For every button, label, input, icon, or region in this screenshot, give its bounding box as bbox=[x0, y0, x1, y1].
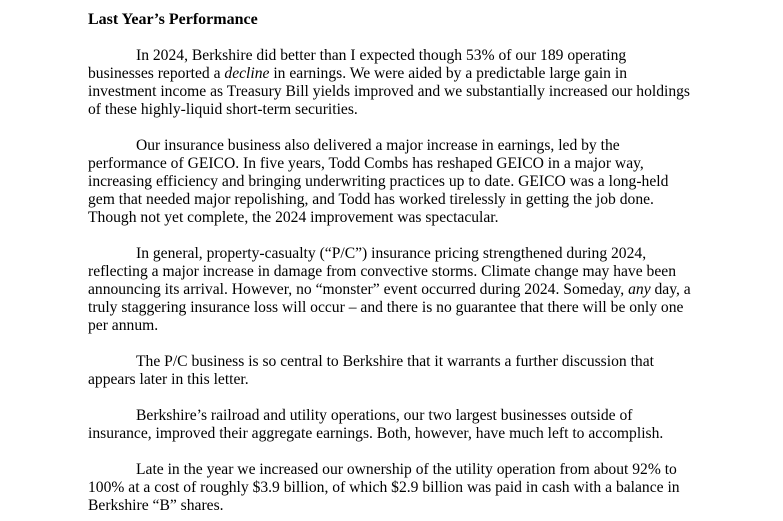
emphasis-any: any bbox=[628, 281, 651, 298]
paragraph-utility-ownership: Late in the year we increased our ownership of the utility operation from about 92% to 100% at a cost of roughly $3.9 billion, of which $2.9 billion was paid in cash with a balance in Berkshire “B” shares. bbox=[88, 461, 680, 514]
paragraph-pc-central: The P/C business is so central to Berkshire that it warrants a further discussion that appears later in this letter. bbox=[88, 353, 654, 388]
paragraph-railroad-utility: Berkshire’s railroad and utility operations, our two largest businesses outside of insurance, improved their aggregate earnings. Both, however, have much left to accomplish. bbox=[88, 407, 664, 442]
emphasis-decline: decline bbox=[224, 65, 270, 82]
paragraph-property-casualty bbox=[88, 245, 753, 335]
paragraph-2024-results bbox=[88, 47, 753, 119]
section-heading: Last Year’s Performance bbox=[88, 11, 258, 28]
paragraph-text: In general, property-casualty (“P/C”) insurance pricing strengthened during 2024, reflecting a major increase in damage from convective storms. Climate change may have been announcing its arrival. However, no “monster” event occurred during 2024. Someday, bbox=[88, 245, 676, 298]
letter-page bbox=[88, 11, 753, 515]
paragraph-text: In 2024, Berkshire did better than I expected though 53% of our 189 operating businesses reported a bbox=[88, 47, 627, 82]
paragraph-text: day, a truly staggering insurance loss will occur – and there is no guarantee that there will be only one per annum. bbox=[88, 281, 691, 334]
paragraph-text: in earnings. We were aided by a predictable large gain in investment income as Treasury Bill yields improved and we substantially increased our holdings of these highly-liquid short-term securities. bbox=[88, 65, 690, 118]
paragraph-insurance-geico: Our insurance business also delivered a major increase in earnings, led by the performance of GEICO. In five years, Todd Combs has reshaped GEICO in a major way, increasing efficiency and bringing underwriting practices up to date. GEICO was a long-held gem that needed major repolishing, and Todd has worked tirelessly in getting the job done. Though not yet complete, the 2024 improvement was spectacular. bbox=[88, 137, 669, 226]
